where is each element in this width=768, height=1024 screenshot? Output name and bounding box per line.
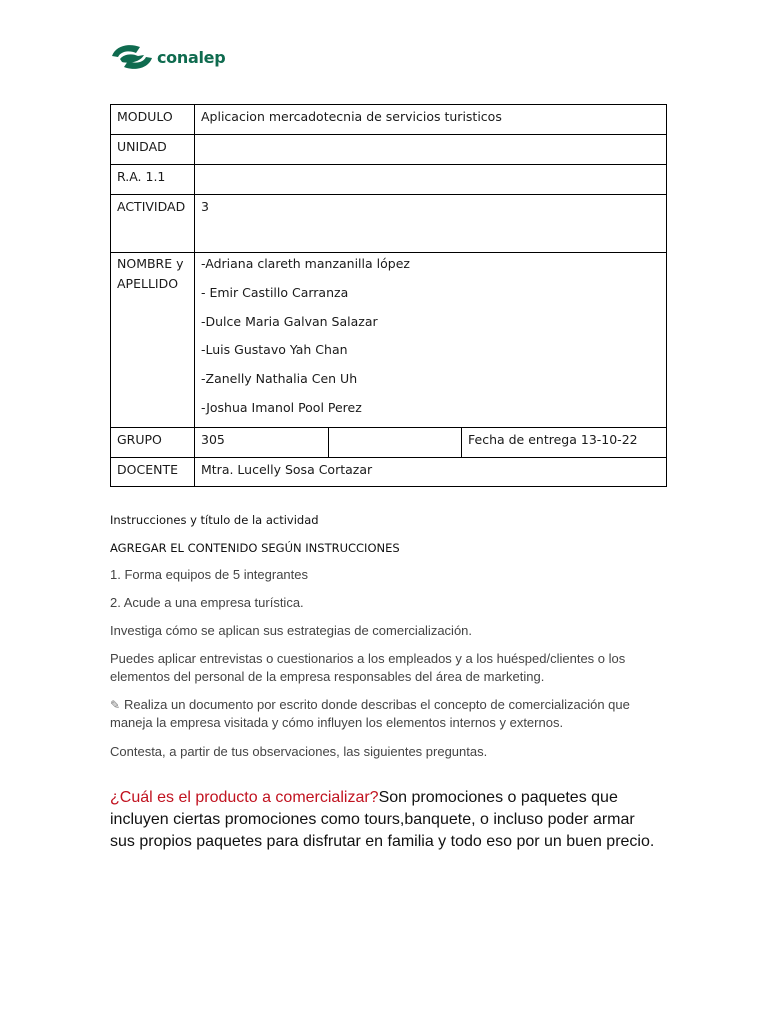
answer-block bbox=[110, 787, 655, 853]
question-text: ¿Cuál es el producto a comercializar? bbox=[110, 789, 379, 806]
unidad-value bbox=[195, 135, 667, 165]
logo-text: conalep bbox=[157, 47, 226, 67]
grupo-blank-cell bbox=[329, 427, 462, 457]
answer-text: Son promociones o paquetes que incluyen ciertas promociones como tours,banquete, o incluso poder armar sus propios paquetes para disfrutar en familia y todo eso por un buen precio. bbox=[110, 789, 655, 850]
member-name: -Joshua Imanol Pool Perez bbox=[201, 399, 362, 415]
unidad-label: UNIDAD bbox=[111, 135, 195, 165]
conalep-emblem-icon bbox=[110, 42, 154, 72]
step-2: 2. Acude a una empresa turística. bbox=[110, 595, 304, 610]
actividad-value: 3 bbox=[195, 195, 667, 253]
paragraph-documento-text: Realiza un documento por escrito donde describas el concepto de comercialización que maneja la empresa visitada y cómo influyen los elementos internos y externos. bbox=[110, 697, 630, 730]
fecha-entrega: Fecha de entrega 13-10-22 bbox=[462, 427, 667, 457]
member-name: -Zanelly Nathalia Cen Uh bbox=[201, 371, 358, 387]
instructions-subtitle: AGREGAR EL CONTENIDO SEGÚN INSTRUCCIONES bbox=[110, 541, 400, 555]
docente-value: Mtra. Lucelly Sosa Cortazar bbox=[195, 457, 667, 486]
grupo-value: 305 bbox=[195, 427, 329, 457]
paragraph-entrevistas: Puedes aplicar entrevistas o cuestionarios a los empleados y a los huésped/clientes o los elementos del personal de la empresa responsables del área de marketing. bbox=[110, 651, 626, 684]
ra-value bbox=[195, 165, 667, 195]
modulo-label: MODULO bbox=[111, 105, 195, 135]
members-list bbox=[195, 253, 667, 428]
paragraph-investiga: Investiga cómo se aplican sus estrategias de comercialización. bbox=[110, 623, 473, 638]
instructions-title: Instrucciones y título de la actividad bbox=[110, 513, 319, 527]
pencil-icon: ✎ bbox=[110, 698, 121, 712]
actividad-label: ACTIVIDAD bbox=[111, 195, 195, 253]
conalep-logo bbox=[110, 42, 225, 72]
instructions-section bbox=[110, 512, 670, 853]
ra-label: R.A. 1.1 bbox=[111, 165, 195, 195]
grupo-label: GRUPO bbox=[111, 427, 195, 457]
docente-label: DOCENTE bbox=[111, 457, 195, 486]
member-name: -Adriana clareth manzanilla lópez bbox=[201, 256, 410, 271]
activity-info-table bbox=[110, 104, 667, 487]
member-name: -Dulce Maria Galvan Salazar bbox=[201, 313, 378, 329]
member-name: -Luis Gustavo Yah Chan bbox=[201, 342, 348, 358]
member-name: - Emir Castillo Carranza bbox=[201, 284, 349, 300]
step-1: 1. Forma equipos de 5 integrantes bbox=[110, 567, 309, 582]
paragraph-documento bbox=[110, 696, 655, 732]
paragraph-contesta: Contesta, a partir de tus observaciones, las siguientes preguntas. bbox=[110, 744, 488, 759]
modulo-value: Aplicacion mercadotecnia de servicios turisticos bbox=[195, 105, 667, 135]
nombre-label: NOMBRE y APELLIDO bbox=[111, 253, 195, 428]
